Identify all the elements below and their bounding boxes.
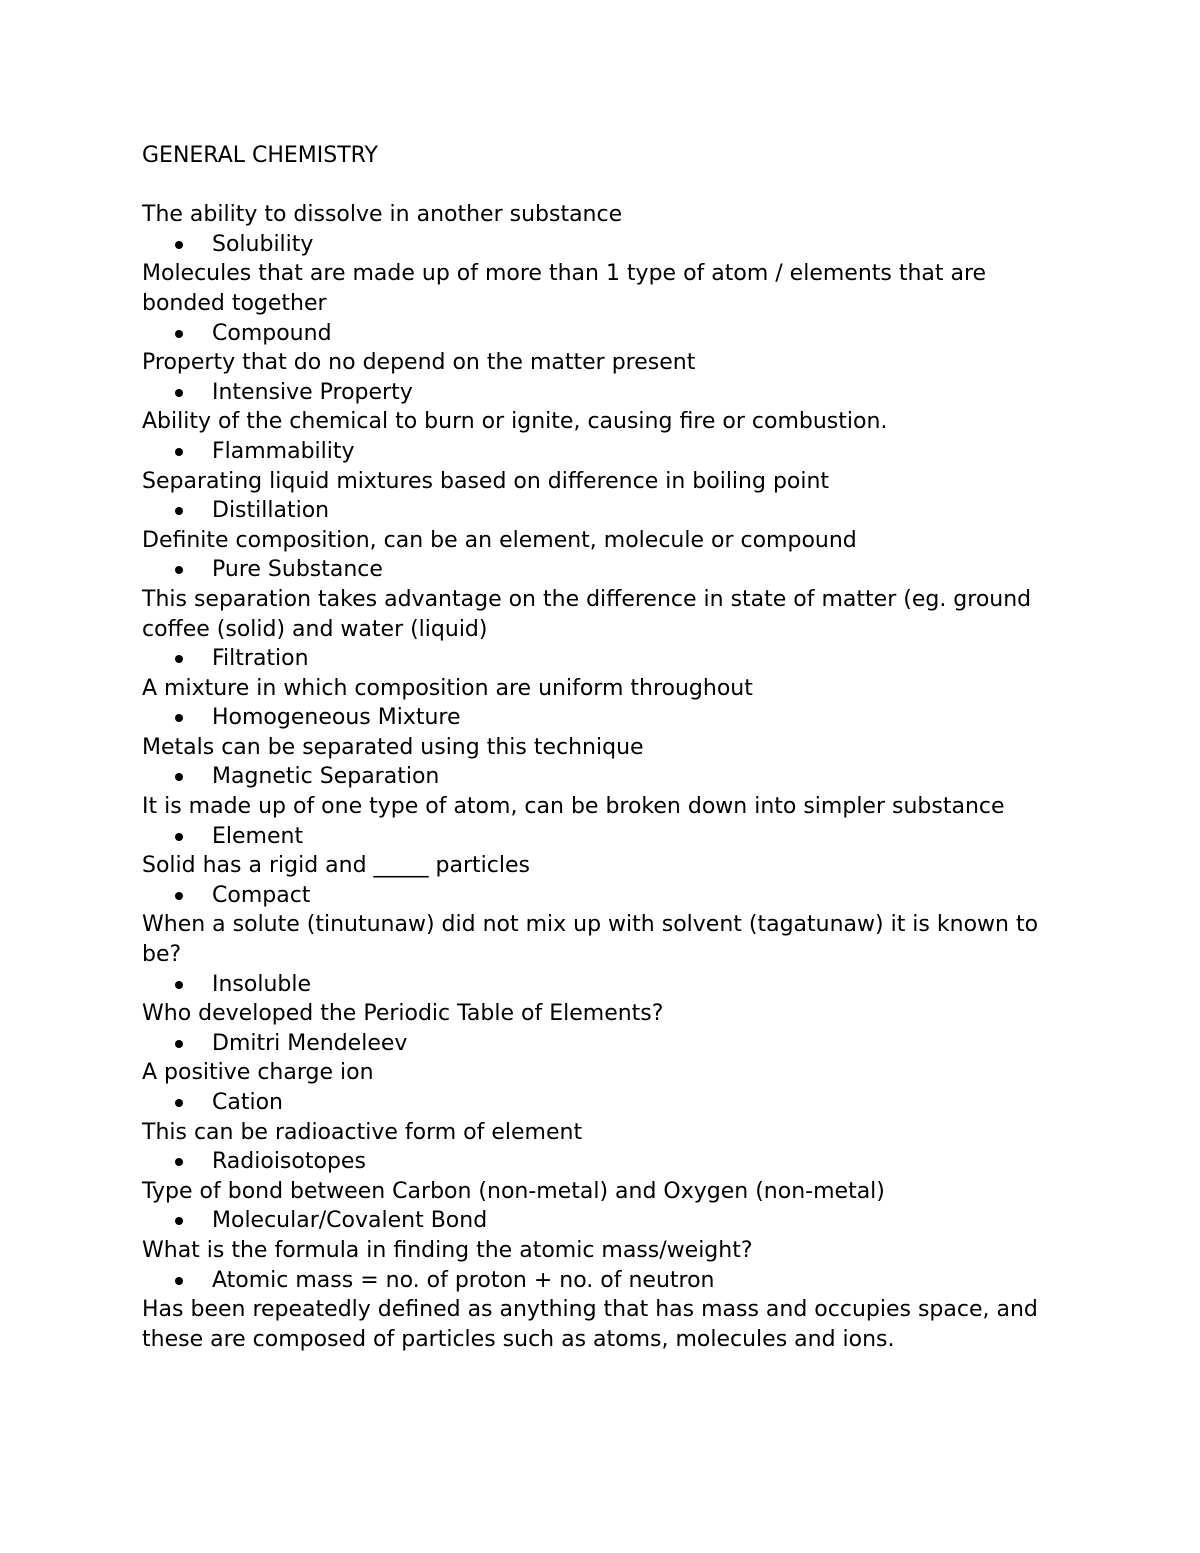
answer-text: Distillation <box>212 498 330 524</box>
question-text: Definite composition, can be an element, molecule or compound <box>142 527 857 553</box>
answer-item <box>142 437 1062 467</box>
answer-list <box>142 496 1062 526</box>
question-list <box>142 200 1062 1354</box>
answer-item <box>142 1029 1062 1059</box>
bullet-icon <box>175 981 183 989</box>
question-text: What is the formula in finding the atomic mass/weight? <box>142 1237 753 1263</box>
question-text: The ability to dissolve in another substance <box>142 202 623 228</box>
bullet-icon <box>175 241 183 249</box>
question-block <box>142 467 1062 526</box>
answer-item <box>142 378 1062 408</box>
answer-text: Flammability <box>212 438 355 464</box>
answer-text: Cation <box>212 1090 283 1115</box>
answer-item <box>142 822 1062 852</box>
bullet-icon <box>175 1277 183 1285</box>
answer-item <box>142 319 1062 349</box>
answer-text: Solubility <box>212 231 314 257</box>
answer-text: Pure Substance <box>212 557 383 583</box>
question-block <box>142 585 1062 674</box>
question-text: This separation takes advantage on the difference in state of matter (eg. ground coffee (solid) and water (liquid) <box>142 586 1032 642</box>
question-text: Type of bond between Carbon (non-metal) and Oxygen (non-metal) <box>142 1178 885 1204</box>
answer-list <box>142 437 1062 467</box>
question-block <box>142 733 1062 792</box>
bullet-icon <box>175 566 183 574</box>
answer-text: Compound <box>212 320 332 346</box>
answer-list <box>142 1088 1062 1118</box>
answer-list <box>142 881 1062 911</box>
answer-list <box>142 230 1062 260</box>
question-block <box>142 910 1062 999</box>
answer-list <box>142 1147 1062 1177</box>
question-text: Property that do no depend on the matter present <box>142 350 696 376</box>
question-block <box>142 999 1062 1058</box>
question-block <box>142 792 1062 851</box>
bullet-icon <box>175 714 183 722</box>
question-block <box>142 200 1062 259</box>
bullet-icon <box>175 773 183 781</box>
answer-list <box>142 970 1062 1000</box>
bullet-icon <box>175 833 183 841</box>
question-text: Has been repeatedly defined as anything that has mass and occupies space, and these are composed of particles such as atoms, molecules and ions. <box>142 1297 1038 1352</box>
question-text: Metals can be separated using this technique <box>142 734 644 760</box>
bullet-icon <box>175 389 183 397</box>
answer-text: Homogeneous Mixture <box>212 705 461 731</box>
question-text: Solid has a rigid and _____ particles <box>142 853 530 879</box>
question-block <box>142 674 1062 733</box>
answer-list <box>142 644 1062 674</box>
bullet-icon <box>175 507 183 515</box>
question-block <box>142 1058 1062 1117</box>
bullet-icon <box>175 1217 183 1225</box>
answer-text: Molecular/Covalent Bond <box>212 1208 488 1234</box>
bullet-icon <box>175 892 183 900</box>
answer-list <box>142 555 1062 585</box>
question-block <box>142 259 1062 348</box>
answer-list <box>142 1029 1062 1059</box>
answer-list <box>142 762 1062 792</box>
answer-text: Compact <box>212 882 311 908</box>
bullet-icon <box>175 1158 183 1166</box>
answer-text: Dmitri Mendeleev <box>212 1030 408 1056</box>
bullet-icon <box>175 1099 183 1107</box>
answer-item <box>142 496 1062 526</box>
answer-item <box>142 1088 1062 1118</box>
answer-item <box>142 230 1062 260</box>
answer-text: Intensive Property <box>212 379 413 405</box>
answer-text: Atomic mass = no. of proton + no. of neutron <box>212 1267 715 1293</box>
answer-item <box>142 555 1062 585</box>
title-spacer <box>142 171 1062 201</box>
answer-list <box>142 822 1062 852</box>
question-block <box>142 1177 1062 1236</box>
answer-list <box>142 1206 1062 1236</box>
answer-list <box>142 703 1062 733</box>
bullet-icon <box>175 655 183 663</box>
question-block <box>142 1236 1062 1295</box>
answer-text: Insoluble <box>212 971 312 997</box>
answer-text: Element <box>212 823 304 849</box>
answer-text: Radioisotopes <box>212 1149 366 1175</box>
answer-list <box>142 1266 1062 1296</box>
answer-text: Magnetic Separation <box>212 764 440 790</box>
question-text: A positive charge ion <box>142 1060 374 1086</box>
question-text: When a solute (tinutunaw) did not mix up with solvent (tagatunaw) it is known to be? <box>142 912 1039 968</box>
question-text: A mixture in which composition are uniform throughout <box>142 675 753 701</box>
bullet-icon <box>175 1040 183 1048</box>
question-block <box>142 851 1062 910</box>
question-text: It is made up of one type of atom, can be broken down into simpler substance <box>142 794 1005 820</box>
bullet-icon <box>175 448 183 456</box>
question-block <box>142 348 1062 407</box>
question-block <box>142 407 1062 466</box>
answer-list <box>142 319 1062 349</box>
document-page <box>142 141 1062 1354</box>
question-text: Who developed the Periodic Table of Elements? <box>142 1001 664 1027</box>
answer-text: Filtration <box>212 646 309 672</box>
question-text: This can be radioactive form of element <box>142 1119 583 1145</box>
answer-item <box>142 762 1062 792</box>
answer-item <box>142 644 1062 674</box>
answer-item <box>142 703 1062 733</box>
question-text: Ability of the chemical to burn or ignite, causing fire or combustion. <box>142 409 888 435</box>
question-text: Molecules that are made up of more than 1 type of atom / elements that are bonded together <box>142 261 987 316</box>
bullet-icon <box>175 330 183 338</box>
question-block <box>142 526 1062 585</box>
answer-item <box>142 1266 1062 1296</box>
question-text: Separating liquid mixtures based on difference in boiling point <box>142 468 830 494</box>
answer-item <box>142 1147 1062 1177</box>
question-block <box>142 1118 1062 1177</box>
question-block <box>142 1295 1062 1354</box>
answer-item <box>142 1206 1062 1236</box>
answer-item <box>142 881 1062 911</box>
document-title: GENERAL CHEMISTRY <box>142 143 378 168</box>
answer-list <box>142 378 1062 408</box>
answer-item <box>142 970 1062 1000</box>
